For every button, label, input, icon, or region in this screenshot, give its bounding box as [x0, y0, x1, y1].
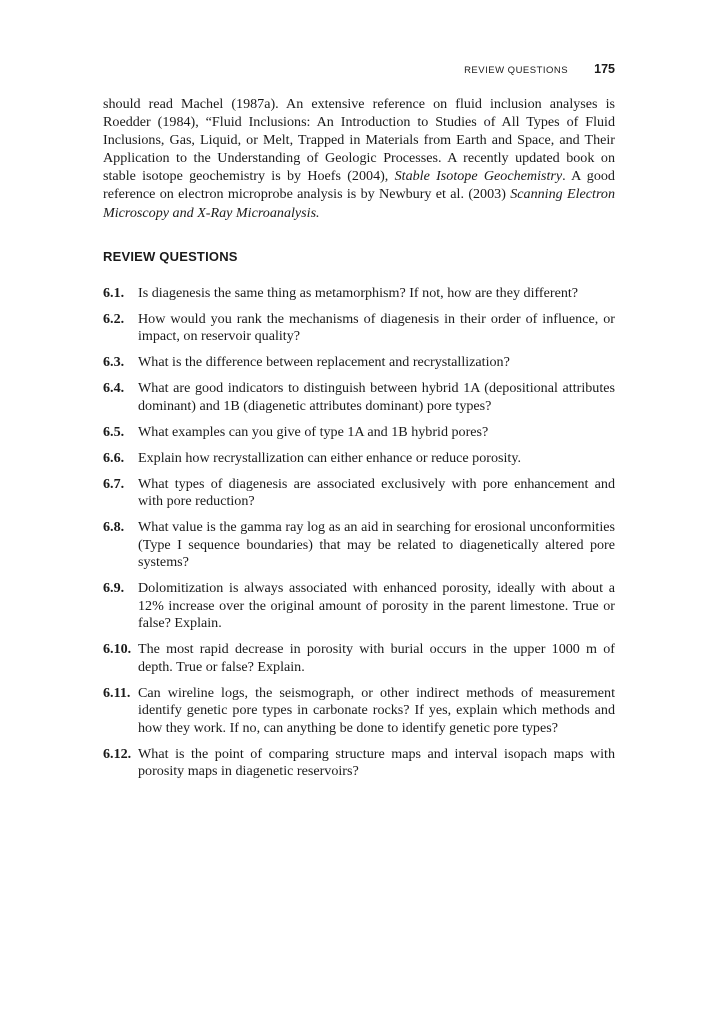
page-number: 175: [594, 62, 615, 76]
book-title-isotope: Stable Isotope Geochemistry: [394, 168, 563, 185]
question-number: 6.6.: [103, 449, 125, 466]
question-item: [103, 580, 615, 633]
question-item: [103, 476, 615, 511]
question-item: [103, 450, 615, 468]
question-number: 6.9.: [103, 580, 125, 597]
section-heading: REVIEW QUESTIONS: [103, 249, 238, 264]
question-text: What examples can you give of type 1A and 1B hybrid pores?: [138, 423, 489, 440]
question-number: 6.1.: [103, 285, 125, 301]
question-text: Is diagenesis the same thing as metamorphism? If not, how are they different?: [138, 285, 579, 301]
question-text: What is the difference between replacement and recrystallization?: [138, 354, 510, 371]
question-number: 6.8.: [103, 519, 125, 536]
question-item: [103, 685, 615, 738]
review-questions-list: [103, 285, 615, 789]
question-text: What is the point of comparing structure maps and interval isopach maps with porosity maps in diagenetic reservoirs?: [138, 745, 615, 780]
question-item: [103, 746, 615, 781]
intro-paragraph: [103, 95, 615, 222]
question-text: Can wireline logs, the seismograph, or other indirect methods of measurement identify genetic pore types in carbonate rocks? If yes, explain which methods and how they work. If no, can anything be done to identify genetic pore types?: [138, 684, 615, 736]
question-text: What types of diagenesis are associated exclusively with pore enhancement and with pore reduction?: [138, 475, 615, 510]
question-item: [103, 641, 615, 676]
question-number: 6.4.: [103, 380, 125, 397]
question-item: [103, 285, 615, 303]
question-item: [103, 354, 615, 372]
question-number: 6.7.: [103, 475, 125, 492]
question-text: Explain how recrystallization can either enhance or reduce porosity.: [138, 449, 521, 466]
question-number: 6.10.: [103, 641, 132, 658]
question-number: 6.11.: [103, 684, 131, 701]
question-text: What are good indicators to distinguish between hybrid 1A (depositional attributes dominant) and 1B (diagenetic attributes dominant) pore types?: [138, 380, 615, 414]
question-item: [103, 519, 615, 572]
question-number: 6.12.: [103, 745, 132, 762]
question-item: [103, 424, 615, 442]
question-number: 6.2.: [103, 310, 125, 327]
running-head: [103, 62, 615, 76]
question-text: The most rapid decrease in porosity with burial occurs in the upper 1000 m of depth. True or false? Explain.: [138, 641, 615, 675]
book-title-microscopy: Scanning Electron Microscopy and X-Ray Microanalysis.: [103, 186, 616, 221]
question-text: How would you rank the mechanisms of diagenesis in their order of influence, or impact, on reservoir quality?: [138, 310, 615, 345]
running-title: REVIEW QUESTIONS: [464, 65, 569, 76]
intro-text: should read Machel (1987a). An extensive reference on fluid inclusion analyses is Roedder (1984), “Fluid Inclusions: An Introduction to Studies of All Types of Fluid Inclusions, Gas, Liquid, or Melt, Trapped in Materials from Earth and Space, and Their Application to the Understanding of Geologic Processes. A recently updated book on stable isotope geochemistry is by Hoefs (2004),: [103, 96, 615, 185]
question-number: 6.5.: [103, 423, 125, 440]
question-number: 6.3.: [103, 354, 125, 371]
question-text: Dolomitization is always associated with enhanced porosity, ideally with about a 12% increase over the original amount of porosity in the parent limestone. True or false? Explain.: [138, 580, 615, 632]
question-item: [103, 311, 615, 346]
question-text: What value is the gamma ray log as an aid in searching for erosional unconformities (Type I sequence boundaries) that may be related to diagenetically altered pore systems?: [138, 519, 615, 571]
intro-text: . A good reference on electron microprobe analysis is by Newbury et al. (2003): [103, 168, 615, 203]
question-item: [103, 380, 615, 415]
